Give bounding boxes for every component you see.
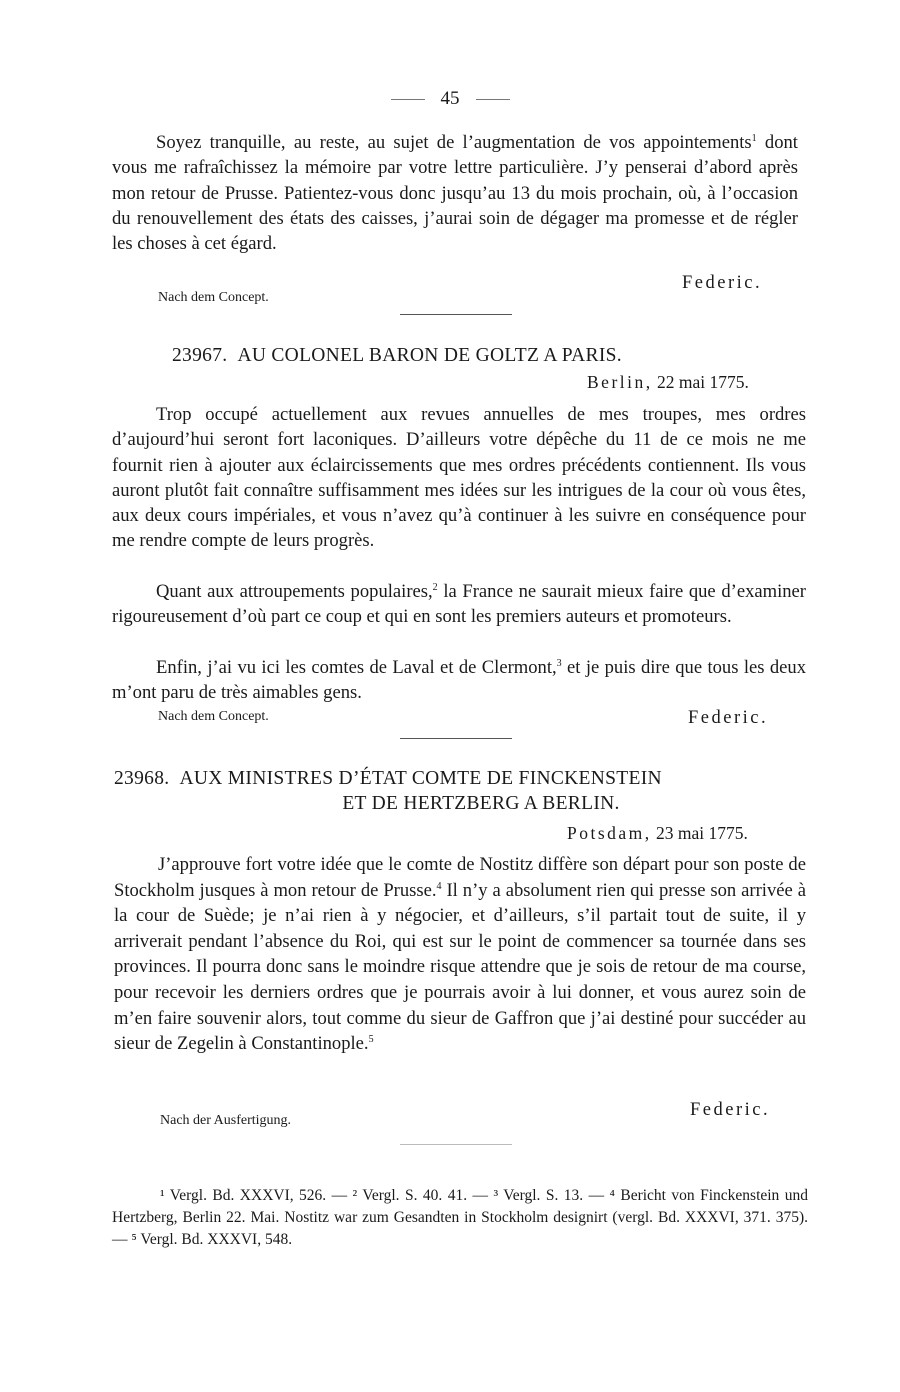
letter-23967-dateline (587, 372, 749, 393)
footnote-ref-3: 3 (556, 658, 562, 669)
letter-23967-paragraph-2: Quant aux attroupements populaires,$^2$ la France ne saurait mieux faire que d’examiner rigoureusement d’où part ce coup et qui en sont les premiers auteurs et promoteurs. (112, 581, 806, 628)
letter-23967-paragraph-1: Trop occupé actuellement aux revues annuelles de mes troupes, mes ordres d’aujourd’hui seront fort laconiques. D’ailleurs votre dépêche du 11 de ce mois ne me fournit rien à ajouter aux éclaircissements que mes ordres précédents contiennent. Ils vous auront plutôt fait connaître suffisamment mes idées sur les intrigues de la cour où vous êtes, aux deux cours impériales, et vous n’avez qu’à continuer à les suivre en conséquence pour me rendre compte de leurs progrès. (112, 404, 806, 552)
letter-23968-dateline (567, 823, 748, 844)
separator-rule-1 (400, 314, 512, 315)
separator-rule-2 (400, 738, 512, 739)
letter-23967-title: AU COLONEL BARON DE GOLTZ A PARIS. (237, 345, 622, 366)
letter-23968-source: Nach der Ausfertigung. (160, 1113, 292, 1128)
header-dash-left (391, 99, 425, 100)
separator-rule-3 (400, 1144, 512, 1145)
letter-23967-paragraph-3: Enfin, j’ai vu ici les comtes de Laval et de Clermont,$^3$ et je puis dire que tous les deux m’ont paru de très aimables gens. (112, 657, 806, 704)
letter-23968-title-line2: ET DE HERTZBERG A BERLIN. (342, 793, 620, 814)
running-header (0, 88, 900, 110)
letter-23968-paragraph-1: J’approuve fort votre idée que le comte de Nostitz diffère son départ pour son poste de Stockholm jusques à mon retour de Prusse.$^4$ Il n’y a absolument rien qui presse son arrivée à la cour de Suède; je n’ai rien à y négocier, et d’ailleurs, s’il partait tout de suite, il y arriverait pendant l’absence du Roi, qui est sur le point de commencer sa tournée dans ses provinces. Il pourra donc sans le moindre risque attendre que je sois de retour de ma course, pour recevoir les derniers ordres que je pourrais avoir à lui donner, et vous aurez soin de m’en faire souvenir alors, tout comme du sieur de Gaffron que j’ai destiné pour succéder au sieur de Zegelin à Constantinople.$^5$ (114, 854, 806, 1055)
footnote-ref-2: 2 (432, 582, 438, 593)
letter-23968-heading (114, 766, 808, 816)
prev-letter-signature: Federic. (682, 273, 763, 293)
footnote-ref-4: 4 (436, 880, 442, 892)
footnote-ref-5: 5 (368, 1034, 374, 1046)
letter-23968-signature: Federic. (690, 1100, 771, 1120)
footnotes: ¹ Vergl. Bd. XXXVI, 526. — ² Vergl. S. 40. 41. — ³ Vergl. S. 13. — ⁴ Bericht von Finckenstein und Hertzberg, Berlin 22. Mai. Nostitz war zum Gesandten in Stockholm designirt (vergl. Bd. XXXVI, 371. 375). — ⁵ Vergl. Bd. XXXVI, 548. (112, 1187, 808, 1248)
letter-23967-place: Berlin, (587, 372, 653, 392)
footnote-ref-1: 1 (751, 133, 757, 144)
letter-23967-date: 22 mai 1775. (657, 372, 749, 392)
prev-letter-paragraph: Soyez tranquille, au reste, au sujet de l’augmentation de vos appointements$^1$ dont vous me rafraîchissez la mémoire par votre lettre particulière. J’y penserai d’abord après mon retour de Prusse. Patientez-vous donc jusqu’au 13 du mois prochain, où, à l’occasion du renouvellement des états des caisses, j’aurai soin de dégager ma promesse et de régler les choses à cet égard. (112, 132, 798, 255)
letter-23967-signature: Federic. (688, 708, 769, 728)
letter-23968-title-line1: AUX MINISTRES D’ÉTAT COMTE DE FINCKENSTEIN (179, 768, 662, 789)
letter-23968-date: 23 mai 1775. (656, 823, 748, 843)
letter-23967-number: 23967. (172, 345, 228, 366)
letter-23967-heading (172, 343, 792, 368)
letter-23968-number: 23968. (114, 768, 170, 789)
header-dash-right (476, 99, 510, 100)
letter-23968-place: Potsdam, (567, 823, 652, 843)
letter-23967-source: Nach dem Concept. (158, 709, 269, 724)
page-number: 45 (440, 88, 460, 109)
prev-letter-source: Nach dem Concept. (158, 290, 269, 305)
